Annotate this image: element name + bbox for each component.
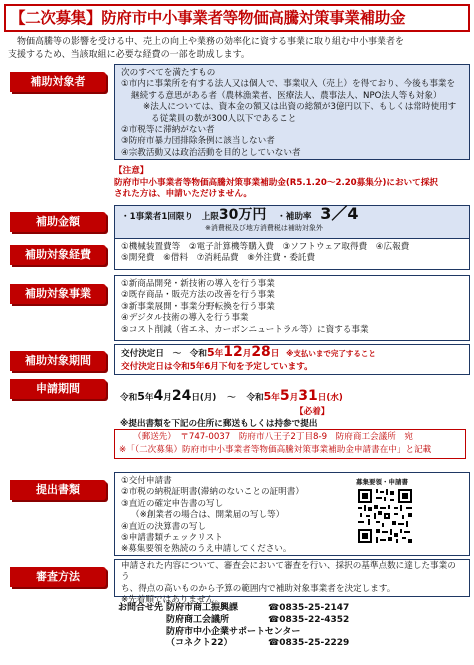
project-item: ①新商品開発・新技術の導入を行う事業 (121, 279, 275, 289)
target-line: 継続する意思がある者（農林漁業者、医療法人、農事法人、NPO法人等も対象） (131, 90, 442, 101)
app-to-day: 31 (298, 388, 318, 404)
section-label-documents: 提出書類 (10, 480, 106, 500)
period-note: ※支払いまで完了すること (286, 349, 376, 358)
app-text: 令和 (246, 393, 264, 403)
notice-title: 【注意】 (114, 166, 149, 176)
document-item: ②市税の納税証明書(滞納のないことの証明書） (121, 487, 304, 498)
review-line: 申請された内容について、審査会において審査を行い、採択の基準点数に達した事業のう (121, 561, 456, 583)
period-day: 28 (251, 344, 271, 360)
period-text: 交付決定日 ～ 令和 (121, 349, 207, 359)
app-text: 月 (163, 393, 172, 403)
period-text: 日 (270, 349, 280, 359)
target-line: ①市内に事業所を有する法人又は個人で、事業収入（売上）を得ており、今後も事業を (121, 79, 456, 90)
period-content (114, 344, 470, 375)
mailing-envelope: ※「（二次募集）防府市中小事業者等物価高騰対策事業補助金申請書在中」と記載 (119, 445, 432, 455)
project-item: ④デジタル技術の導入を行う事業 (121, 313, 249, 324)
project-item: ②既存商品・販売方法の改善を行う事業 (121, 290, 275, 301)
target-line: ②市税等に滞納がない者 (121, 125, 215, 136)
expenses-content (114, 238, 470, 270)
amount-limit: 30万円 (218, 207, 267, 223)
period-text: 月 (242, 349, 252, 359)
app-from-month: 4 (153, 388, 164, 404)
app-tilde: ～ (227, 393, 236, 403)
target-line: ※法人については、資本金の額又は出資の総額が3億円以下、もしくは常時使用す (143, 102, 457, 113)
contact-phone[interactable]: ☎0835-25-2229 (268, 638, 350, 649)
projects-content (114, 275, 470, 341)
intro-line: 物価高騰等の影響を受ける中、売上の向上や業務の効率化に資する事業に取り組む中小事業者を (8, 37, 405, 47)
rate-label: ・補助率 (277, 212, 312, 222)
amount-prefix: ・1事業者1回限り 上限 (121, 212, 219, 222)
document-item: ⑤申請書類チェックリスト (121, 533, 223, 544)
section-label-projects: 補助対象事業 (10, 284, 106, 304)
contact-label: お問合せ先 (118, 603, 164, 613)
target-content (114, 64, 470, 160)
review-content (114, 559, 470, 606)
amount-line (121, 204, 463, 223)
contact-phone[interactable]: ☎0835-25-2147 (268, 603, 350, 613)
app-from-day: 24 (171, 388, 192, 404)
review-line: ち、得点の高いものから予算の範囲内で補助対象事業者を決定します。 (121, 583, 396, 594)
target-line: 次のすべてを満たすもの (121, 68, 216, 78)
contact-org: 防府市商工振興課 (166, 603, 239, 613)
contact-org: 防府商工会議所 (166, 614, 230, 625)
app-text: 月 (289, 393, 299, 403)
document-item: ※募集要領を熟読のうえ申請してください。 (121, 544, 292, 555)
notice-line: された方は、申請いただけません。 (114, 189, 253, 200)
contact-org: 防府市中小企業サポートセンター (166, 626, 301, 637)
period-month: 12 (223, 344, 243, 360)
project-item: ⑤コスト削減（省エネ、カーボンニュートラル等）に資する事業 (121, 324, 369, 335)
document-item: ④直近の決算書の写し (121, 521, 207, 532)
app-to-month: 5 (279, 388, 290, 404)
section-label-period: 補助対象期間 (10, 351, 106, 371)
app-from-year: 5 (137, 390, 145, 403)
section-label-expenses: 補助対象経費 (10, 245, 106, 265)
app-note: ※提出書類を下記の住所に郵送もしくは持参で提出 (120, 419, 318, 429)
expenses-row: ①機械装置費等 ②電子計算機等購入費 ③ソフトウェア取得費 ④広報費 (121, 242, 410, 252)
notice (114, 166, 468, 201)
qr-caption: 募集要領・申請書 (356, 478, 408, 486)
app-text: 日(月) (191, 393, 217, 403)
app-required: 【必着】 (295, 407, 330, 417)
application-dates (120, 388, 464, 406)
app-text: 日(水) (317, 393, 343, 403)
section-label-target: 補助対象者 (10, 72, 106, 92)
contact-phone[interactable]: ☎0835-22-4352 (268, 614, 350, 625)
intro-line: 支援するため、当該取組に必要な経費の一部を助成します。 (8, 49, 250, 60)
mailing-address: （郵送先） 〒747-0037 防府市八王子2丁目8-9 防府商工会議所 宛 (133, 432, 414, 442)
app-text: 年 (271, 393, 280, 403)
contact-org: （コネクト22） (166, 638, 233, 649)
app-text: 年 (144, 393, 154, 403)
target-line: ④宗教活動又は政治活動を目的としていない者 (121, 147, 301, 158)
mailing-box (114, 429, 466, 459)
document-item: （※創業者の場合は、開業届の写し等） (131, 510, 285, 521)
intro-text (8, 36, 468, 61)
period-text: 年 (214, 349, 224, 359)
project-item: ③新事業展開・事業分野転換を行う事業 (121, 301, 275, 312)
period-line2: 交付決定日は令和5年6月下旬を予定しています。 (121, 362, 313, 372)
contact-block (118, 603, 350, 649)
period-year: 5 (206, 346, 215, 359)
review-line: ※先着順ではありません。 (121, 595, 224, 606)
target-line: る従業員の数が300人以下であること (151, 113, 297, 124)
amount-content (114, 205, 470, 239)
documents-content (114, 472, 470, 556)
app-text: 令和 (120, 393, 138, 403)
app-to-year: 5 (263, 390, 272, 403)
section-label-application: 申請期間 (10, 379, 106, 399)
period-line (121, 346, 463, 361)
expenses-row: ⑤開発費 ⑥借料 ⑦消耗品費 ⑧外注費・委託費 (121, 253, 316, 264)
document-item: ①交付申請書 (121, 476, 172, 486)
qr-code-icon[interactable] (356, 487, 414, 545)
section-label-review: 審査方法 (10, 567, 106, 587)
notice-line: 防府市中小事業者等物価高騰対策事業補助金(R5.1.20～2.20募集分)において採択 (114, 177, 438, 188)
amount-note: ※消費税及び地方消費税は補助対象外 (205, 224, 323, 233)
page-title: 【二次募集】防府市中小事業者等物価高騰対策事業補助金 (4, 4, 470, 32)
section-label-amount: 補助金額 (10, 212, 106, 232)
target-line: ③防府市暴力団排除条例に該当しない者 (121, 136, 275, 147)
document-item: ③直近の確定申告書の写し (121, 498, 224, 509)
rate-value: 3／4 (320, 204, 359, 223)
